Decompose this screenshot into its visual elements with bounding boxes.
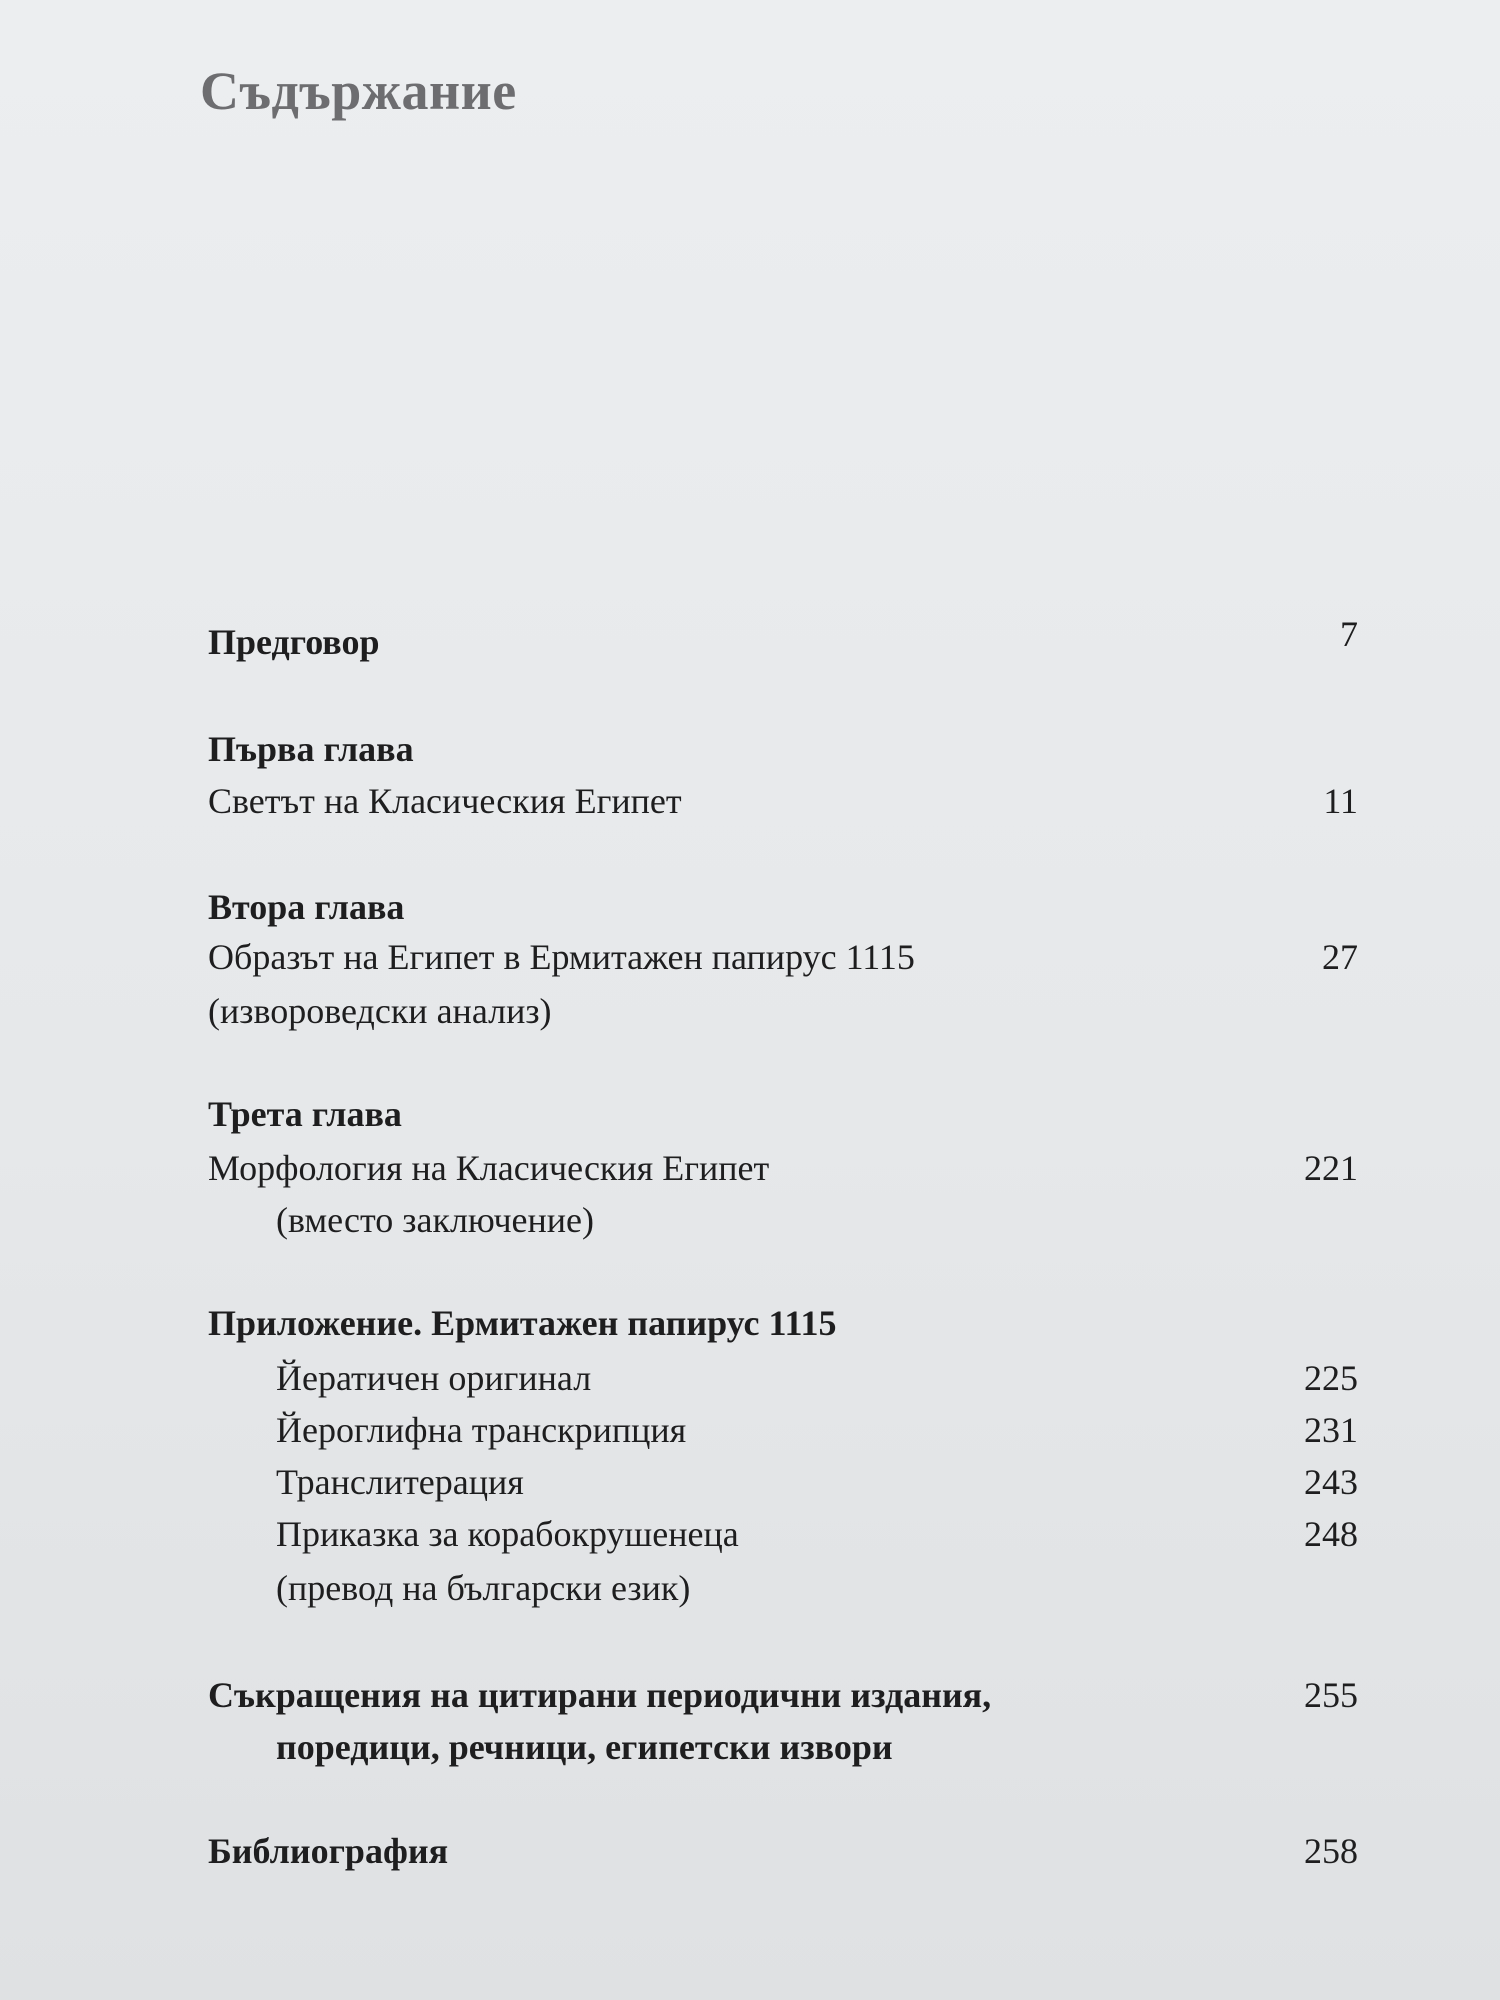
entry-title-continuation: поредици, речници, египетски извори	[276, 1727, 893, 1767]
page-number: 221	[1304, 1148, 1358, 1188]
entry-title: Библиография	[208, 1831, 449, 1871]
entry-title: Съкращения на цитирани периодични издания,	[208, 1675, 992, 1715]
chapter-heading: Първа глава	[208, 729, 414, 769]
page-number: 258	[1304, 1831, 1358, 1871]
page-number: 27	[1322, 937, 1358, 977]
page-number: 255	[1304, 1675, 1358, 1715]
toc-entry-appendix-item	[276, 1460, 1358, 1504]
entry-subtitle: (вместо заключение)	[276, 1200, 595, 1240]
page-title: Съдържание	[200, 61, 517, 121]
chapter-heading: Трета глава	[208, 1094, 402, 1134]
page-number: 248	[1304, 1514, 1358, 1554]
page-number: 7	[1340, 614, 1358, 654]
toc-entry-preface	[208, 614, 1358, 664]
entry-subtitle: (превод на български език)	[276, 1568, 691, 1608]
page-number: 11	[1323, 781, 1358, 821]
toc-entry-appendix-item	[276, 1356, 1358, 1400]
toc-entry-chapter-3	[208, 1146, 1358, 1190]
entry-title: Йероглифна транскрипция	[276, 1410, 687, 1450]
entry-title: Морфология на Класическия Египет	[208, 1148, 770, 1188]
entry-title: Светът на Класическия Египет	[208, 781, 682, 821]
appendix-heading: Приложение. Ермитажен папирус 1115	[208, 1303, 837, 1343]
toc-entry-abbreviations	[208, 1673, 1358, 1717]
entry-title: Йератичен оригинал	[276, 1358, 592, 1398]
toc-entry-chapter-1	[208, 779, 1358, 823]
page-number: 243	[1304, 1462, 1358, 1502]
page-number: 231	[1304, 1410, 1358, 1450]
toc-entry-chapter-2	[208, 935, 1358, 979]
toc-entry-appendix-item	[276, 1512, 1358, 1556]
toc-entry-bibliography	[208, 1829, 1358, 1873]
page-number: 225	[1304, 1358, 1358, 1398]
entry-title: Приказка за корабокрушенеца	[276, 1514, 739, 1554]
entry-subtitle: (извороведски анализ)	[208, 991, 552, 1031]
chapter-heading: Втора глава	[208, 887, 405, 927]
entry-title: Предговор	[208, 622, 380, 662]
toc-entry-appendix-item	[276, 1408, 1358, 1452]
entry-title: Транслитерация	[276, 1462, 524, 1502]
entry-title: Образът на Египет в Ермитажен папирус 1115	[208, 937, 915, 977]
